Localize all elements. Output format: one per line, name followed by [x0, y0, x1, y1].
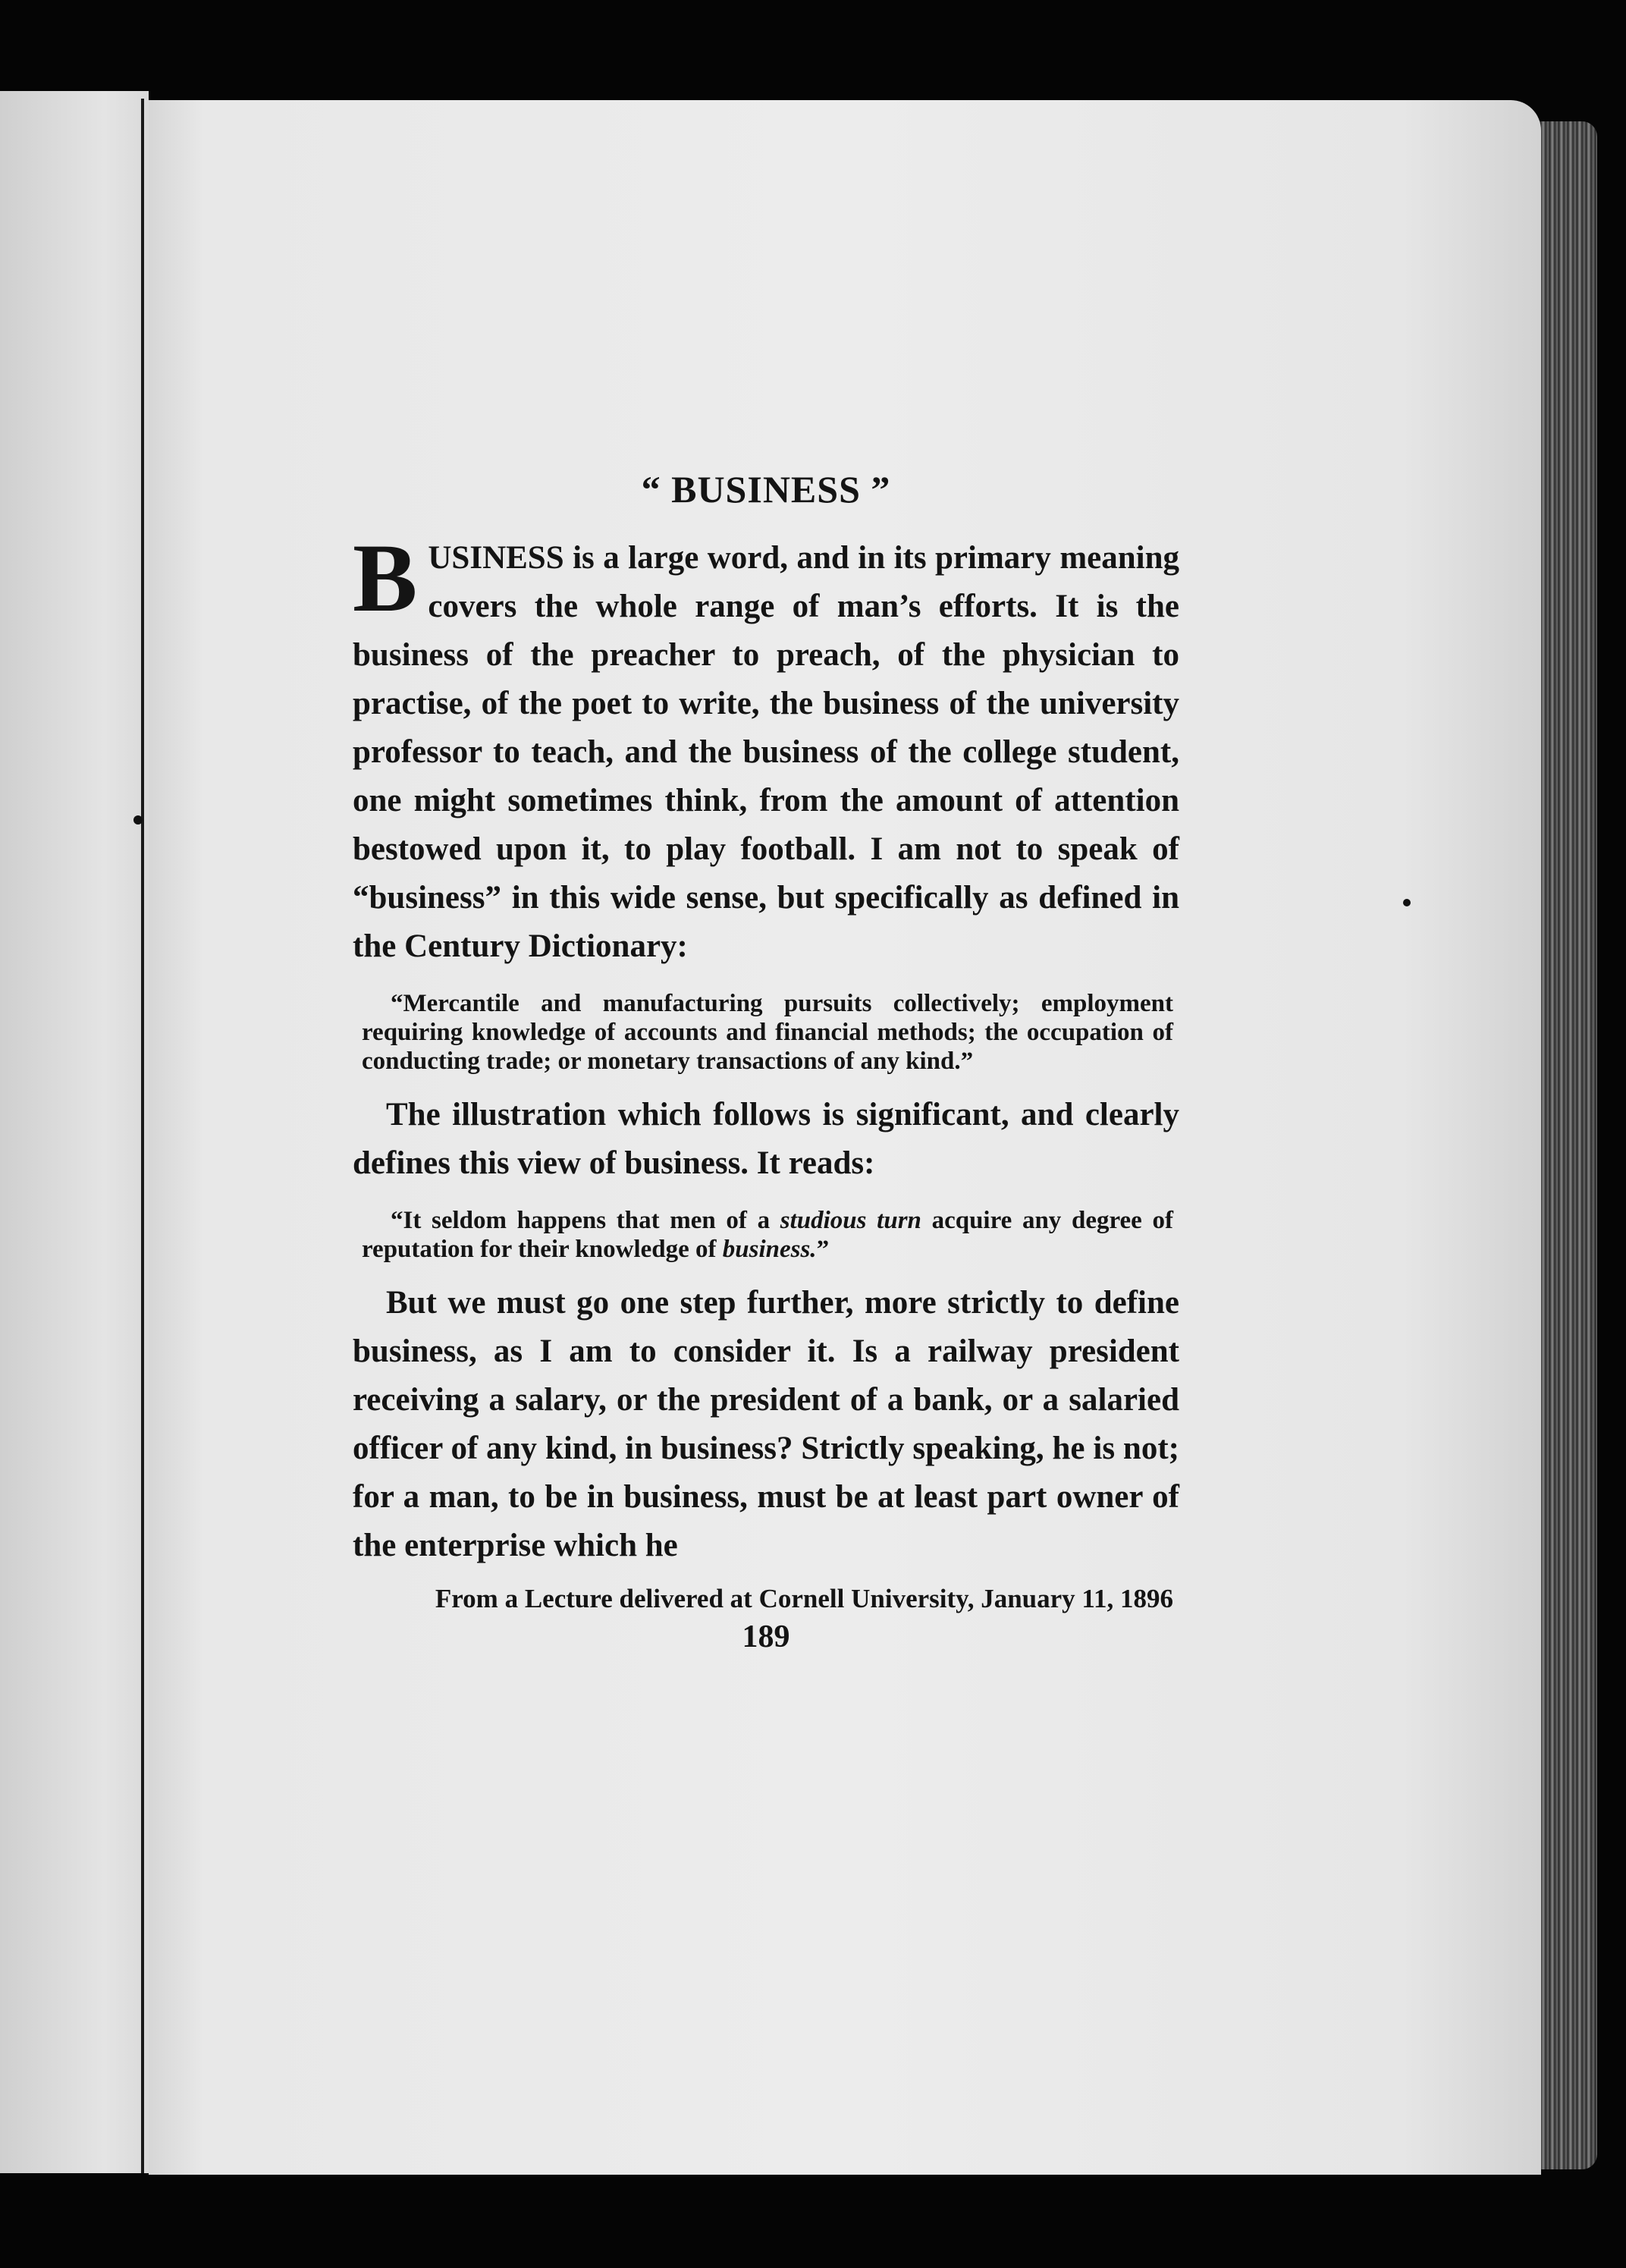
scan-speck	[1403, 899, 1411, 906]
lecture-footnote: From a Lecture delivered at Cornell University, January 11, 1896	[435, 1584, 1173, 1613]
opening-paragraph	[353, 524, 1179, 971]
illustration-quote	[362, 1206, 1173, 1264]
page-number: 189	[742, 1619, 790, 1654]
quote-italic-text: studious turn	[780, 1207, 921, 1234]
scan-speck	[133, 815, 143, 825]
third-paragraph: But we must go one step further, more strictly to define business, as I am to consider it. Is a railway president receiving a salary, or the president of a bank, or a salaried officer of any kind, in business? Strictly speaking, he is not; for a man, to be in business, must be at least part owner of the enterprise which he	[353, 1285, 1179, 1563]
quote-italic-text: business.	[722, 1236, 817, 1263]
chapter-title: “ BUSINESS ”	[641, 468, 891, 510]
drop-cap: B	[353, 524, 418, 632]
quote-text: acquire any degree of reputation for their knowledge of	[362, 1207, 1173, 1263]
facing-page-edge	[0, 91, 149, 2173]
page-text-block	[353, 470, 1179, 1655]
opening-paragraph-text: USINESS is a large word, and in its primary meaning covers the whole range of man’s efforts. It is the business of the preacher to preach, of the physician to practise, of the poet to write, the business of the university professor to teach, and the business of the college student, one might sometimes think, from the amount of attention bestowed upon it, to play football. I am not to speak of “business” in this wide sense, but specifically as defined in the Century Dictionary:	[353, 540, 1179, 964]
page-stack-edge	[1532, 121, 1597, 2169]
gutter-line	[141, 99, 144, 2173]
quote-text: “It seldom happens that men of a	[391, 1207, 780, 1234]
quote-text: ”	[816, 1236, 830, 1263]
second-paragraph: The illustration which follows is significant, and clearly defines this view of business. It reads:	[353, 1097, 1179, 1181]
dictionary-quote: “Mercantile and manufacturing pursuits collectively; employment requiring knowledge of accounts and financial methods; the occupation of conducting trade; or monetary transactions of any kind.”	[362, 990, 1173, 1075]
